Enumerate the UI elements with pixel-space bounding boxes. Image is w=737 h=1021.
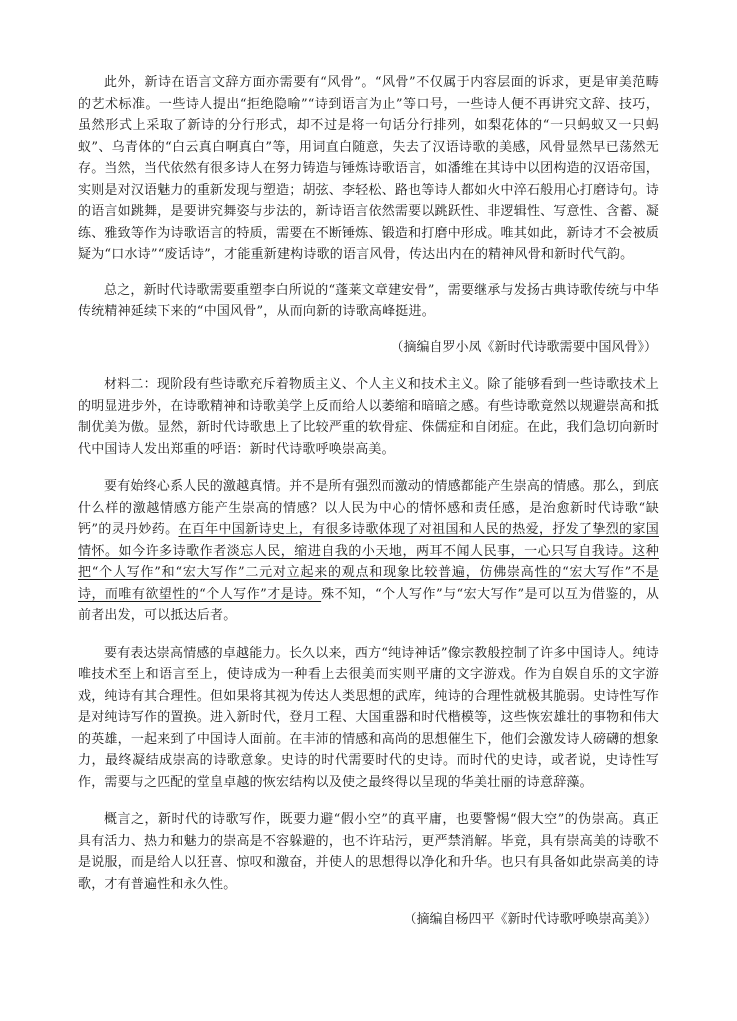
material2-paragraph-2-end: 殊不知，“个人写作”与“宏大写作”是可以互为借鉴的，从前者出发，可以抵达后者。 [78, 586, 660, 623]
material2-paragraph-4: 概言之，新时代的诗歌写作，既要力避“假小空”的真平庸，也要警惕“假大空”的伪崇高。真正具有活力、热力和魅力的崇高是不容躲避的，也不许玷污，更严禁消解。毕竟，具有崇高美的诗歌不是说服，而是给人以狂喜、惊叹和激奋，并使人的思想得以净化和升华。也只有具备如此崇高美的诗歌，才有普遍性和永久性。 [78, 812, 659, 892]
material2-paragraph-1: 材料二：现阶段有些诗歌充斥着物质主义、个人主义和技术主义。除了能够看到一些诗歌技术上的明显进步外，在诗歌精神和诗歌美学上反而给人以萎缩和暗暗之感。有些诗歌竟然以规避崇高和抵制优美为傲。显然，新时代诗歌患上了比较严重的软骨症、侏儒症和自闭症。在此，我们急切向新时代中国诗人发出郑重的呼语：新时代诗歌呼唤崇高美。 [78, 377, 659, 457]
material2-paragraph-2-intro: 要有始终心系人民的激越真情。并不是所有强烈而激动的情感都能产生崇高的情感。那么，到底什么样的激越情感方能产生崇高的情感？以人民为中心的情怀感和责任感，是治愈新时代诗歌“缺钙”的灵丹妙药。 [78, 479, 659, 537]
material2-paragraph-2 [78, 476, 659, 627]
material1-paragraph-2: 总之，新时代诗歌需要重塑李白所说的“蓬莱文章建安骨”，需要继承与发扬古典诗歌传统与中华传统精神延续下来的“中国风骨”，从而向新的诗歌高峰挺进。 [78, 282, 659, 319]
material2-source: （摘编自杨四平《新时代诗歌呼唤崇高美》） [403, 912, 657, 927]
material1-source: （摘编自罗小凤《新时代诗歌需要中国风骨》） [390, 339, 657, 355]
material2-paragraph-3: 要有表达崇高情感的卓越能力。长久以来，西方“纯诗神话”像宗教般控制了许多中国诗人。纯诗唯技术至上和语言至上，使诗成为一种看上去很美而实则平庸的文字游戏。作为自娱自乐的文字游戏，纯诗有其合理性。但如果将其视为传达人类思想的武库，纯诗的合理性就极其脆弱。史诗性写作是对纯诗写作的置换。进入新时代，登月工程、大国重器和时代楷模等，这些恢宏雄壮的事物和伟大的英雄，一起来到了中国诗人面前。在丰沛的情感和高尚的思想催生下，他们会激发诗人磅礴的想象力，最终凝结成崇高的诗歌意象。史诗的时代需要时代的史诗。而时代的史诗，或者说，史诗性写作，需要与之匹配的堂皇卓越的恢宏结构以及使之最终得以呈现的华美壮丽的诗意辞藻。 [78, 645, 659, 790]
underlined-passage: 在百年中国新诗史上，有很多诗歌体现了对祖国和人民的热爱，抒发了挚烈的家国情怀。如今许多诗歌作者淡忘人民，缩进自我的小天地，两耳不闻人民事，一心只写自我诗。这种把“个人写作”和“宏大写作”二元对立起来的观点和现象比较普遍，仿佛崇高性的“宏大写作”不是诗，而唯有欲望性的“个人写作”才是诗。 [78, 522, 659, 602]
material1-paragraph-1: 此外，新诗在语言文辞方面亦需要有“风骨”。“风骨”不仅属于内容层面的诉求，更是审美范畴的艺术标准。一些诗人提出“拒绝隐喻”“诗到语言为止”等口号，一些诗人便不再讲究文辞、技巧，虽然形式上采取了新诗的分行形式，却不过是将一句话分行排列，如梨花体的“一只蚂蚁又一只蚂蚁”、乌青体的“白云真白啊真白”等，用词直白随意，失去了汉语诗歌的美感，风骨显然早已荡然无存。当然，当代依然有很多诗人在努力铸造与锤炼诗歌语言，如潘维在其诗中以团构造的汉语帝国，实则是对汉语魅力的重新发现与塑造；胡弦、李轻松、路也等诗人都如火中淬石般用心打磨诗句。诗的语言如跳舞，是要讲究舞姿与步法的，新诗语言依然需要以跳跃性、非逻辑性、写意性、含蓄、凝练、雅致等作为诗歌语言的特质，需要在不断锤炼、锻造和打磨中形成。唯其如此，新诗才不会被质疑为“口水诗”“废话诗”，才能重新建构诗歌的语言风骨，传达出内在的精神风骨和新时代气韵。 [78, 75, 659, 262]
